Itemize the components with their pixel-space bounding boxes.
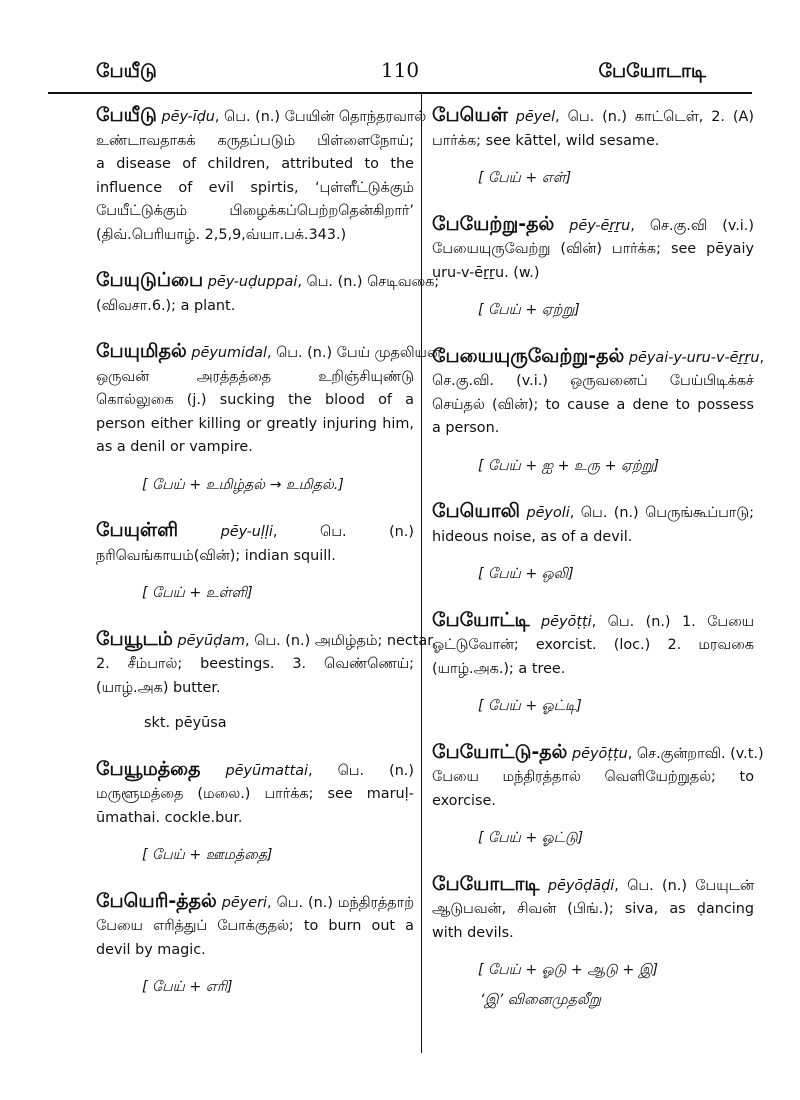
entry-line: நரிவெங்காயம்(வின்); indian squill. xyxy=(96,547,336,564)
definition-text: , பெ. (n.) அமிழ்தம்; nectar. xyxy=(245,632,437,649)
transliteration: pēyumidal xyxy=(186,345,267,361)
entry-line: a disease of children, attributed to the xyxy=(96,156,414,172)
transliteration: pēyoli xyxy=(520,505,570,521)
entry-line xyxy=(432,344,765,371)
dictionary-entry xyxy=(96,340,441,497)
left-guide-word: பேயீடு xyxy=(96,60,157,82)
entry-line xyxy=(432,609,754,635)
transliteration: pēyōḍāḍi xyxy=(539,877,615,894)
entry-line: (விவசா.6.); a plant. xyxy=(96,297,236,314)
transliteration: pēy-īḍu xyxy=(156,109,215,125)
entry-line: person either killing or greatly injuring him, xyxy=(96,415,414,432)
definition-text: , பெ. (n.) xyxy=(308,762,415,779)
headword: பேயூமத்தை xyxy=(96,757,201,780)
page-number: 110 xyxy=(380,58,420,82)
transliteration: pēyai-y-uru-v-ēṟṟu xyxy=(624,349,760,366)
entry-line: ஆடுபவன், சிவன் (பிங்.); siva, as ḍancing xyxy=(432,901,754,917)
entry-line xyxy=(96,340,441,366)
entry-line: (திவ்.பெரியாழ். 2,5,9,வ்யா.பக்.343.) xyxy=(96,226,347,243)
transliteration: pēyōṭṭu xyxy=(567,745,628,762)
transliteration: pēyel xyxy=(507,109,556,125)
entry-line xyxy=(96,890,414,916)
transliteration: pēyūḍam xyxy=(172,632,246,649)
headword: பேயெரி-த்தல் xyxy=(96,889,217,912)
page-header xyxy=(48,56,752,90)
entry-line: hideous noise, as of a devil. xyxy=(432,528,633,545)
entry-line: பேயையுருவேற்று (வின்) பார்க்க; see pēyaiy xyxy=(432,241,754,257)
dictionary-entry xyxy=(432,873,754,1013)
entry-line xyxy=(96,758,414,784)
headword: பேயேற்று-தல் xyxy=(432,212,555,235)
definition-text: , பெ. (n.) பேய் முதலியன xyxy=(266,345,441,361)
entry-line: பேயீட்டுக்கும் பிழைக்கப்பெற்றதென்கிறார்’ xyxy=(96,203,414,219)
entry-line: (யாழ்.அக) butter. xyxy=(96,679,221,696)
entry-line xyxy=(432,740,764,767)
definition-text: , பெ. (n.) செடிவகை; xyxy=(297,274,440,290)
headword: பேயோட்டி xyxy=(432,608,530,631)
definition-text: , பெ. (n.) காட்டெள், 2. (A) xyxy=(555,109,754,125)
transliteration: pēy-ēṟṟu xyxy=(554,217,631,234)
definition-text: , செ.கு.வி (v.i.) xyxy=(630,217,754,234)
entry-line xyxy=(96,269,440,295)
left-column xyxy=(96,104,441,1000)
entry-line: மருளூமத்தை (மலை.) பார்க்க; see maruḷ- xyxy=(96,786,414,802)
entry-line: கொல்லுகை (j.) sucking the blood of a xyxy=(96,392,414,408)
entry-line xyxy=(96,627,437,654)
dictionary-entry xyxy=(432,104,754,191)
dictionary-entry xyxy=(96,890,414,1000)
entry-line: devil by magic. xyxy=(96,941,206,958)
headword: பேயுமிதல் xyxy=(96,340,187,362)
definition-text: , பெ. (n.) 1. பேயை xyxy=(591,613,754,630)
dictionary-entry xyxy=(96,627,437,736)
etymology: [ பேய் + ஓட்டு] xyxy=(478,830,584,846)
headword: பேயூடம் xyxy=(96,627,173,650)
entry-line: ūmathai. cockle.bur. xyxy=(96,809,243,826)
headword: பேயொலி xyxy=(432,500,520,522)
dictionary-entry xyxy=(432,740,764,851)
etymology: [ பேய் + எள்] xyxy=(478,170,572,186)
dictionary-entry xyxy=(432,213,754,323)
transliteration: pēy-uḍuppai xyxy=(203,274,298,290)
entry-line xyxy=(432,213,754,239)
dictionary-entry xyxy=(432,500,754,587)
entry-line: பேயை மந்திரத்தால் வெளியேற்றுதல்; to xyxy=(432,769,754,785)
dictionary-entry xyxy=(96,104,427,247)
entry-line: ஒருவன் அரத்தத்தை உறிஞ்சியுண்டு xyxy=(96,368,414,385)
entry-line: 2. சீம்பால்; beestings. 3. வெண்ணெய்; xyxy=(96,656,414,672)
definition-text: , பெ. (n.) xyxy=(272,524,414,540)
headword: பேயோடாடி xyxy=(432,872,540,895)
dictionary-entry xyxy=(432,344,765,479)
definition-text: , பெ. (n.) பெருங்கூப்பாடு; xyxy=(569,505,754,521)
etymology: [ பேய் + ஊமத்தை] xyxy=(142,847,273,863)
definition-text: , செ.குன்றாவி. (v.t.) xyxy=(627,745,764,762)
etymology: [ பேய் + எரி] xyxy=(142,979,233,995)
entry-line: (யாழ்.அக.); a tree. xyxy=(432,660,566,677)
dictionary-entry xyxy=(96,758,414,868)
etymology: [ பேய் + ஏற்று] xyxy=(478,302,580,318)
headword: பேயோட்டு-தல் xyxy=(432,740,568,763)
headword: பேயீடு xyxy=(96,104,157,126)
transliteration: pēyūmattai xyxy=(200,762,309,779)
entry-line: செ.கு.வி. (v.i.) ஒருவனைப் பேய்பிடிக்கச் xyxy=(432,373,754,389)
transliteration: pēyōṭṭi xyxy=(529,613,592,630)
etymology: [ பேய் + ஐ + உரு + ஏற்று] xyxy=(478,457,660,474)
entry-line: ஓட்டுவோன்; exorcist. (loc.) 2. மரவகை xyxy=(432,637,754,653)
entry-line xyxy=(432,500,754,526)
definition-text: , பெ. (n.) பேயின் தொந்தரவால் xyxy=(214,109,427,125)
definition-text: , பெ. (n.) பேயுடன் xyxy=(614,877,754,894)
transliteration: pēyeri xyxy=(216,894,268,911)
entry-line xyxy=(432,104,754,130)
entry-line: with devils. xyxy=(432,924,514,941)
definition-text: , பெ. (n.) மந்திரத்தாற் xyxy=(267,894,414,911)
header-rule xyxy=(48,92,752,94)
etymology: [ பேய் + ஒலி] xyxy=(478,566,574,582)
headword: பேயுடுப்பை xyxy=(96,269,204,291)
entry-line xyxy=(432,873,754,899)
etymology: [ பேய் + ஓடு + ஆடு + இ] xyxy=(478,962,659,978)
entry-line: uru-v-ēṟṟu. (w.) xyxy=(432,264,540,281)
etymology: [ பேய் + உமிழ்தல் → உமிதல்.] xyxy=(142,476,344,493)
headword: பேயுள்ளி xyxy=(96,519,179,541)
entry-line: as a denil or vampire. xyxy=(96,439,253,455)
entry-line: influence of evil spirtis, ‘புள்ளீட்டுக்கும் xyxy=(96,179,414,196)
etymology: [ பேய் + ஓட்டி] xyxy=(478,698,582,714)
definition-text: , xyxy=(759,349,765,366)
entry-line xyxy=(96,104,427,130)
entry-line xyxy=(96,519,414,545)
column-divider xyxy=(421,93,422,1053)
entry-line: பேயை எரித்துப் போக்குதல்; to burn out a xyxy=(96,918,414,934)
transliteration: pēy-uḷḷi xyxy=(178,524,273,540)
entry-line: exorcise. xyxy=(432,792,496,809)
headword: பேயையுருவேற்று-தல் xyxy=(432,344,625,367)
entry-line: உண்டாவதாகக் கருதப்படும் பிள்ளைநோய்; xyxy=(96,132,414,149)
dictionary-entry xyxy=(96,519,414,606)
dictionary-entry xyxy=(432,609,754,719)
grammar-note: ‘இ’ வினைமுதலீறு xyxy=(480,991,602,1008)
etymology: [ பேய் + உள்ளி] xyxy=(142,585,253,601)
sanskrit-note: skt. pēyūsa xyxy=(144,715,227,731)
entry-line: a person. xyxy=(432,420,500,436)
headword: பேயெள் xyxy=(432,104,508,126)
dictionary-entry xyxy=(96,269,440,318)
entry-line: செய்தல் (வின்); to cause a dene to possess xyxy=(432,396,754,413)
right-guide-word: பேயோடாடி xyxy=(598,60,706,82)
entry-line: பார்க்க; see kāttel, wild sesame. xyxy=(432,132,660,149)
right-column xyxy=(432,104,765,1012)
